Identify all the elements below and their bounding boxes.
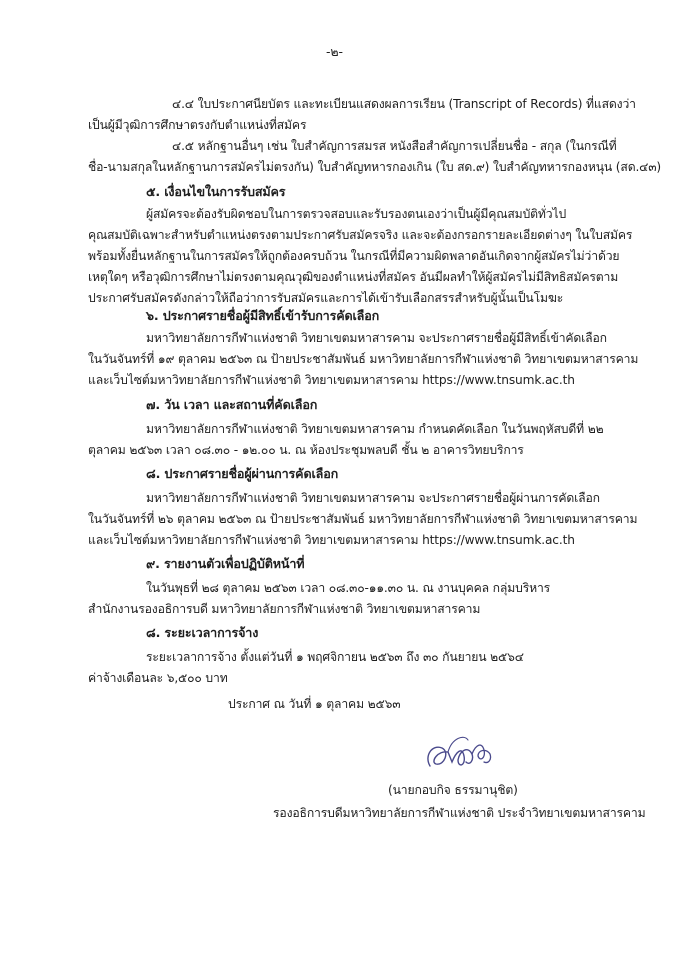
section-7-line: มหาวิทยาลัยการกีฬาแห่งชาติ วิทยาเขตมหาสารคาม กำหนดคัดเลือก ในวันพฤหัสบดีที่ ๒๒ (146, 422, 604, 436)
page-number: -๒- (326, 44, 343, 59)
section-5-line: เหตุใดๆ หรือวุฒิการศึกษาไม่ตรงตามคุณวุฒิของตำแหน่งที่สมัคร อันมีผลทำให้ผู้สมัครไม่มีสิทธิสมัครตาม (88, 270, 619, 284)
section-5-heading: ๕. เงื่อนไขในการรับสมัคร (146, 184, 286, 199)
section-9-line: สำนักงานรองอธิการบดี มหาวิทยาลัยการกีฬาแห่งชาติ วิทยาเขตมหาสารคาม (88, 602, 481, 616)
signature-image (418, 732, 528, 780)
section-7-line: ตุลาคม ๒๕๖๓ เวลา ๐๘.๓๐ - ๑๒.๐๐ น. ณ ห้องประชุมพลบดี ชั้น ๒ อาคารวิทยบริการ (88, 443, 524, 457)
section-6-line: และเว็บไซต์มหาวิทยาลัยการกีฬาแห่งชาติ วิทยาเขตมหาสารคาม https://www.tnsumk.ac.th (88, 373, 575, 387)
section-8-heading: ๘. ประกาศรายชื่อผู้ผ่านการคัดเลือก (146, 466, 339, 481)
section-5-line: คุณสมบัติเฉพาะสำหรับตำแหน่งตรงตามประกาศรับสมัครจริง และจะต้องกรอกรายละเอียดต่างๆ ในใบสมัคร (88, 228, 633, 242)
section-6-heading: ๖. ประกาศรายชื่อผู้มีสิทธิ์เข้ารับการคัดเลือก (146, 308, 380, 323)
section-5-line: ประกาศรับสมัครดังกล่าวให้ถือว่าการรับสมัครและการได้เข้ารับเลือกสรรสำหรับผู้นั้นเป็นโมฆะ (88, 291, 564, 305)
section-9-heading: ๙. รายงานตัวเพื่อปฏิบัติหน้าที่ (146, 556, 305, 571)
signer-name: (นายกอบกิจ ธรรมานุชิต) (388, 783, 518, 797)
announcement-date: ประกาศ ณ วันที่ ๑ ตุลาคม ๒๕๖๓ (228, 697, 401, 711)
section-employment-line: ระยะเวลาการจ้าง ตั้งแต่วันที่ ๑ พฤศจิกายน ๒๕๖๓ ถึง ๓๐ กันยายน ๒๕๖๔ (146, 650, 524, 664)
section-employment-heading: ๘. ระยะเวลาการจ้าง (146, 625, 259, 640)
item-4-5-line: ๔.๕ หลักฐานอื่นๆ เช่น ใบสำคัญการสมรส หนังสือสำคัญการเปลี่ยนชื่อ - สกุล (ในกรณีที่ (172, 139, 617, 153)
signer-position: รองอธิการบดีมหาวิทยาลัยการกีฬาแห่งชาติ ประจำวิทยาเขตมหาสารคาม (273, 806, 646, 820)
item-4-4-line: ๔.๔ ใบประกาศนียบัตร และทะเบียนแสดงผลการเรียน (Transcript of Records) ที่แสดงว่า (172, 97, 636, 111)
section-8-line: ในวันจันทร์ที่ ๒๖ ตุลาคม ๒๕๖๓ ณ ป้ายประชาสัมพันธ์ มหาวิทยาลัยการกีฬาแห่งชาติ วิทยาเขตมหาสารคาม (88, 512, 638, 526)
section-5-line: ผู้สมัครจะต้องรับผิดชอบในการตรวจสอบและรับรองตนเองว่าเป็นผู้มีคุณสมบัติทั่วไป (146, 207, 567, 221)
section-8-line: มหาวิทยาลัยการกีฬาแห่งชาติ วิทยาเขตมหาสารคาม จะประกาศรายชื่อผู้ผ่านการคัดเลือก (146, 491, 600, 505)
section-6-line: มหาวิทยาลัยการกีฬาแห่งชาติ วิทยาเขตมหาสารคาม จะประกาศรายชื่อผู้มีสิทธิ์เข้าคัดเลือก (146, 331, 607, 345)
section-employment-line: ค่าจ้างเดือนละ ๖,๕๐๐ บาท (88, 671, 228, 685)
section-9-line: ในวันพุธที่ ๒๘ ตุลาคม ๒๕๖๓ เวลา ๐๘.๓๐-๑๑.๓๐ น. ณ งานบุคคล กลุ่มบริหาร (146, 581, 551, 595)
section-6-line: ในวันจันทร์ที่ ๑๙ ตุลาคม ๒๕๖๓ ณ ป้ายประชาสัมพันธ์ มหาวิทยาลัยการกีฬาแห่งชาติ วิทยาเขตมหาสารคาม (88, 352, 639, 366)
section-7-heading: ๗. วัน เวลา และสถานที่คัดเลือก (146, 397, 318, 412)
item-4-4-line: เป็นผู้มีวุฒิการศึกษาตรงกับตำแหน่งที่สมัคร (88, 118, 307, 132)
item-4-5-line: ชื่อ-นามสกุลในหลักฐานการสมัครไม่ตรงกัน) ใบสำคัญทหารกองเกิน (ใบ สด.๙) ใบสำคัญทหารกองหนุน (สด.๔๓) (88, 160, 662, 174)
section-5-line: พร้อมทั้งยื่นหลักฐานในการสมัครให้ถูกต้องครบถ้วน ในกรณีที่มีความผิดพลาดอันเกิดจากผู้สมัครไม่ว่าด้วย (88, 249, 620, 263)
section-8-line: และเว็บไซต์มหาวิทยาลัยการกีฬาแห่งชาติ วิทยาเขตมหาสารคาม https://www.tnsumk.ac.th (88, 533, 575, 547)
